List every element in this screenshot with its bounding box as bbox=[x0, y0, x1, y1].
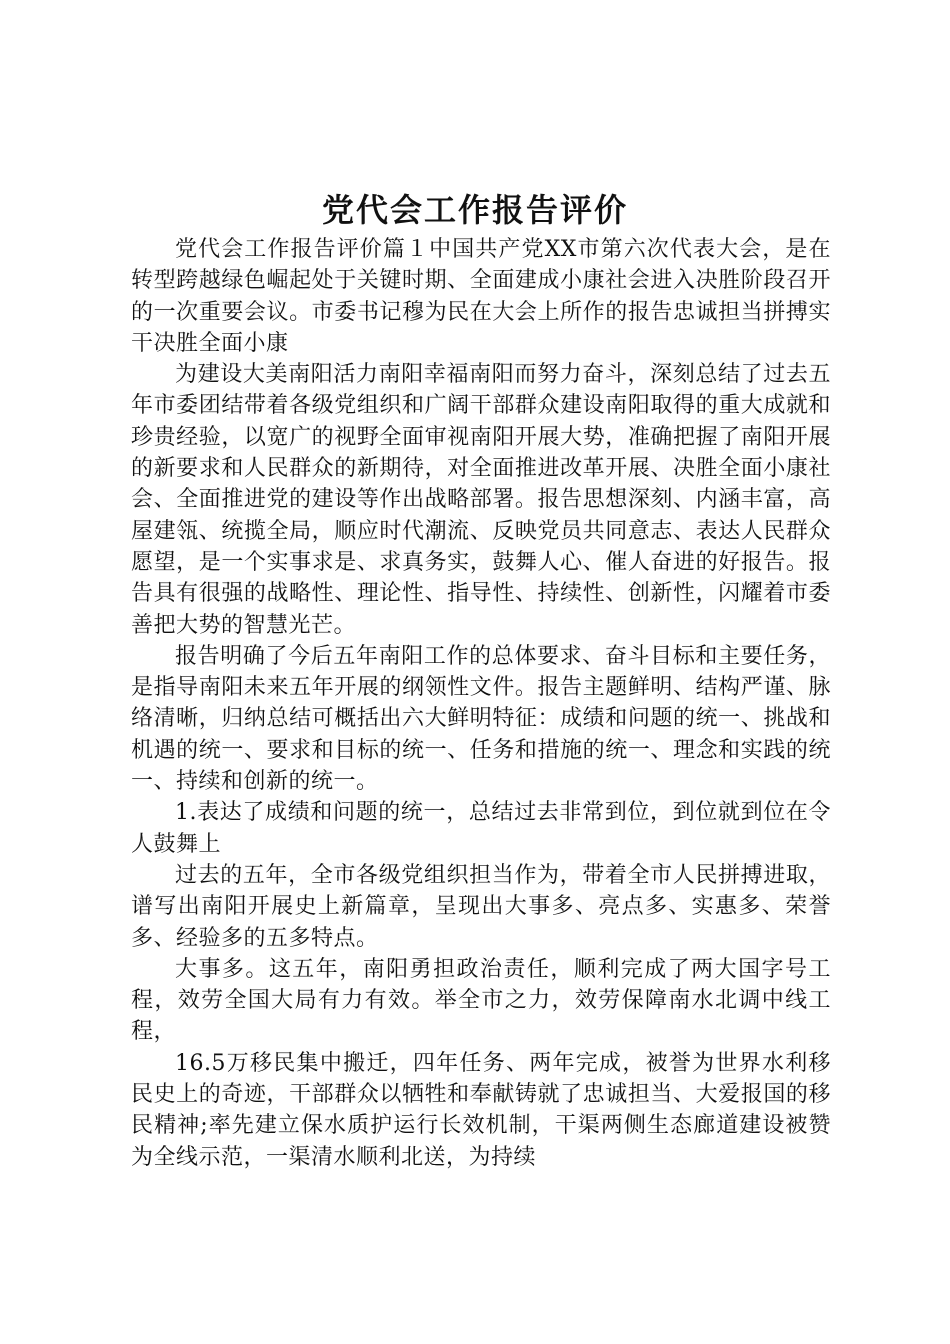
paragraph-1: 党代会工作报告评价篇１中国共产党XX市第六次代表大会，是在转型跨越绿色崛起处于关键时期、全面建成小康社会进入决胜阶段召开的一次重要会议。市委书记穆为民在大会上所作的报告忠诚担当拼搏实干决胜全面小康 bbox=[131, 237, 831, 356]
paragraph-6: 16.5万移民集中搬迁，四年任务、两年完成，被誉为世界水利移民史上的奇迹，干部群众以牺牲和奉献铸就了忠诚担当、大爱报国的移民精神;率先建立保水质护运行长效机制，干渠两侧生态廊道建设被赞为全线示范，一渠清水顺利北送，为持续 bbox=[131, 1050, 831, 1170]
paragraph-2: 为建设大美南阳活力南阳幸福南阳而努力奋斗，深刻总结了过去五年市委团结带着各级党组织和广阔干部群众建设南阳取得的重大成就和珍贵经验，以宽广的视野全面审视南阳开展大势，准确把握了南阳开展的新要求和人民群众的新期待，对全面推进改革开展、决胜全面小康社会、全面推进党的建设等作出战略部署。报告思想深刻、内涵丰富，高屋建瓴、统揽全局，顺应时代潮流、反映党员共同意志、表达人民群众愿望，是一个实事求是、求真务实，鼓舞人心、催人奋进的好报告。报告具有很强的战略性、理论性、指导性、持续性、创新性，闪耀着市委善把大势的智慧光芒。 bbox=[131, 362, 831, 638]
section-heading-1: 1.表达了成绩和问题的统一，总结过去非常到位，到位就到位在令人鼓舞上 bbox=[131, 800, 831, 857]
paragraph-3: 报告明确了今后五年南阳工作的总体要求、奋斗目标和主要任务，是指导南阳未来五年开展的纲领性文件。报告主题鲜明、结构严谨、脉络清晰，归纳总结可概括出六大鲜明特征：成绩和问题的统一、挑战和机遇的统一、要求和目标的统一、任务和措施的统一、理念和实践的统一、持续和创新的统一。 bbox=[131, 643, 831, 795]
paragraph-5: 大事多。这五年，南阳勇担政治责任，顺利完成了两大国字号工程，效劳全国大局有力有效。举全市之力，效劳保障南水北调中线工程， bbox=[131, 956, 831, 1045]
paragraph-4: 过去的五年，全市各级党组织担当作为，带着全市人民拼搏进取，谱写出南阳开展史上新篇章，呈现出大事多、亮点多、实惠多、荣誉多、经验多的五多特点。 bbox=[131, 862, 831, 951]
document-title: 党代会工作报告评价 bbox=[321, 191, 628, 229]
document-body bbox=[131, 234, 831, 1173]
